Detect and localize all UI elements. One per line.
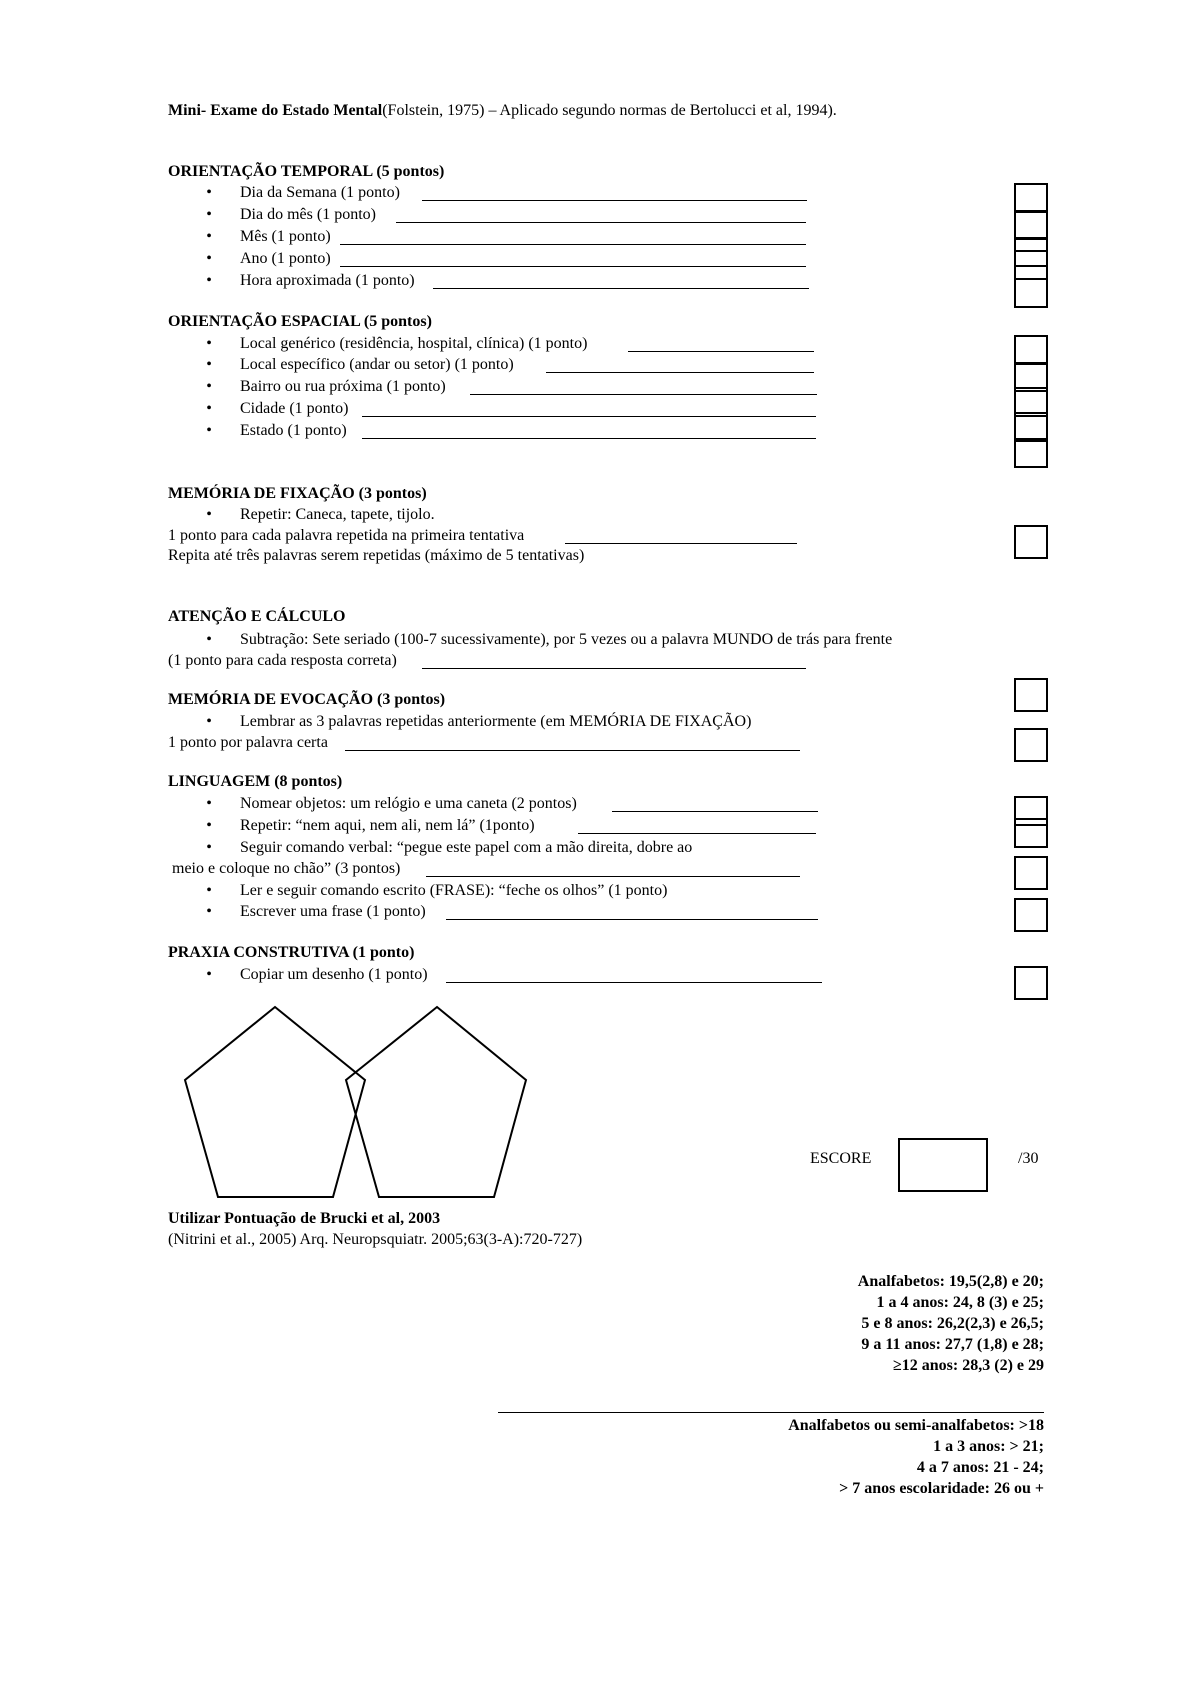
list-item: • Seguir comando verbal: “pegue este papel com a mão direita, dobre ao (206, 839, 693, 856)
score-checkbox[interactable] (1014, 728, 1048, 762)
fixacao-instruction-2: Repita até três palavras serem repetidas (máximo de 5 tentativas) (168, 547, 585, 564)
answer-line[interactable] (362, 416, 816, 417)
section-title-espacial: ORIENTAÇÃO ESPACIAL (5 pontos) (168, 313, 432, 330)
section-title-fixacao: MEMÓRIA DE FIXAÇÃO (3 pontos) (168, 485, 427, 502)
answer-line[interactable] (612, 811, 818, 812)
score-checkbox[interactable] (1014, 210, 1048, 240)
norm-line: ≥12 anos: 28,3 (2) e 29 (893, 1357, 1044, 1374)
answer-line[interactable] (446, 982, 822, 983)
list-item: • Ano (1 ponto) (206, 250, 331, 267)
norm-line: Analfabetos ou semi-analfabetos: >18 (788, 1417, 1044, 1434)
score-checkbox[interactable] (1014, 183, 1048, 213)
list-item: • Dia do mês (1 ponto) (206, 206, 376, 223)
section-title-atencao: ATENÇÃO E CÁLCULO (168, 608, 346, 625)
score-checkbox[interactable] (1014, 438, 1048, 468)
answer-line[interactable] (345, 750, 800, 751)
score-checkbox[interactable] (1014, 966, 1048, 1000)
score-checkbox[interactable] (1014, 278, 1048, 308)
list-item: • Repetir: “nem aqui, nem ali, nem lá” (1ponto) (206, 817, 535, 834)
intersecting-pentagons-drawing (180, 1000, 540, 1210)
score-checkbox[interactable] (1014, 335, 1048, 365)
score-checkbox[interactable] (1014, 250, 1048, 280)
answer-line[interactable] (426, 876, 800, 877)
score-checkbox[interactable] (1014, 818, 1048, 848)
norm-line: 9 a 11 anos: 27,7 (1,8) e 28; (861, 1336, 1044, 1353)
list-item: • Ler e seguir comando escrito (FRASE): “feche os olhos” (1 ponto) (206, 882, 668, 899)
fixacao-instruction-1: 1 ponto para cada palavra repetida na primeira tentativa (168, 527, 525, 544)
score-checkbox[interactable] (1014, 525, 1048, 559)
list-item: • Local genérico (residência, hospital, clínica) (1 ponto) (206, 335, 588, 352)
section-title-linguagem: LINGUAGEM (8 pontos) (168, 773, 343, 790)
linguagem-item3-continuation: meio e coloque no chão” (3 pontos) (172, 860, 401, 877)
norm-line: 5 e 8 anos: 26,2(2,3) e 26,5; (861, 1315, 1044, 1332)
title-bold: Mini- Exame do Estado Mental (168, 102, 383, 119)
atencao-instruction: (1 ponto para cada resposta correta) (168, 652, 397, 669)
section-title-praxia: PRAXIA CONSTRUTIVA (1 ponto) (168, 944, 415, 961)
title-rest: (Folstein, 1975) – Aplicado segundo normas de Bertolucci et al, 1994). (382, 102, 837, 119)
score-checkbox[interactable] (1014, 898, 1048, 932)
answer-line[interactable] (422, 200, 807, 201)
list-item: • Cidade (1 ponto) (206, 400, 349, 417)
list-item: • Hora aproximada (1 ponto) (206, 272, 415, 289)
list-item: • Copiar um desenho (1 ponto) (206, 966, 428, 983)
section-title-temporal: ORIENTAÇÃO TEMPORAL (5 pontos) (168, 163, 445, 180)
list-item: • Subtração: Sete seriado (100-7 sucessivamente), por 5 vezes ou a palavra MUNDO de trás para frente (206, 631, 893, 648)
list-item: • Repetir: Caneca, tapete, tijolo. (206, 506, 435, 523)
list-item: • Nomear objetos: um relógio e uma caneta (2 pontos) (206, 795, 577, 812)
answer-line[interactable] (433, 288, 809, 289)
answer-line[interactable] (340, 244, 806, 245)
answer-line[interactable] (578, 833, 816, 834)
answer-line[interactable] (446, 919, 818, 920)
score-checkbox[interactable] (1014, 678, 1048, 712)
answer-line[interactable] (628, 351, 814, 352)
norm-line: Analfabetos: 19,5(2,8) e 20; (857, 1273, 1044, 1290)
list-item: • Local específico (andar ou setor) (1 ponto) (206, 356, 514, 373)
list-item: • Escrever uma frase (1 ponto) (206, 903, 426, 920)
list-item: • Bairro ou rua próxima (1 ponto) (206, 378, 446, 395)
score-checkbox[interactable] (1014, 856, 1048, 890)
answer-line[interactable] (422, 668, 806, 669)
norm-line: 1 a 3 anos: > 21; (933, 1438, 1044, 1455)
section-title-evocacao: MEMÓRIA DE EVOCAÇÃO (3 pontos) (168, 691, 446, 708)
pentagon-right (346, 1007, 526, 1197)
answer-line[interactable] (396, 222, 806, 223)
score-input-box[interactable] (898, 1138, 988, 1192)
answer-line[interactable] (546, 372, 814, 373)
answer-line[interactable] (470, 394, 817, 395)
answer-line[interactable] (340, 266, 806, 267)
separator-line (498, 1412, 1044, 1413)
reference-citation: (Nitrini et al., 2005) Arq. Neuropsquiatr. 2005;63(3-A):720-727) (168, 1231, 583, 1248)
list-item: • Estado (1 ponto) (206, 422, 347, 439)
evocacao-instruction: 1 ponto por palavra certa (168, 734, 328, 751)
norm-line: > 7 anos escolaridade: 26 ou + (839, 1480, 1044, 1497)
reference-bold: Utilizar Pontuação de Brucki et al, 2003 (168, 1210, 441, 1227)
norm-line: 4 a 7 anos: 21 - 24; (916, 1459, 1044, 1476)
pentagon-left (185, 1007, 365, 1197)
page-title (168, 101, 837, 121)
list-item: • Mês (1 ponto) (206, 228, 331, 245)
score-total: /30 (1018, 1150, 1039, 1167)
score-label: ESCORE (810, 1150, 872, 1167)
list-item: • Dia da Semana (1 ponto) (206, 184, 400, 201)
answer-line[interactable] (362, 438, 816, 439)
answer-line[interactable] (565, 543, 797, 544)
norm-line: 1 a 4 anos: 24, 8 (3) e 25; (876, 1294, 1044, 1311)
list-item: • Lembrar as 3 palavras repetidas anteriormente (em MEMÓRIA DE FIXAÇÃO) (206, 713, 752, 730)
